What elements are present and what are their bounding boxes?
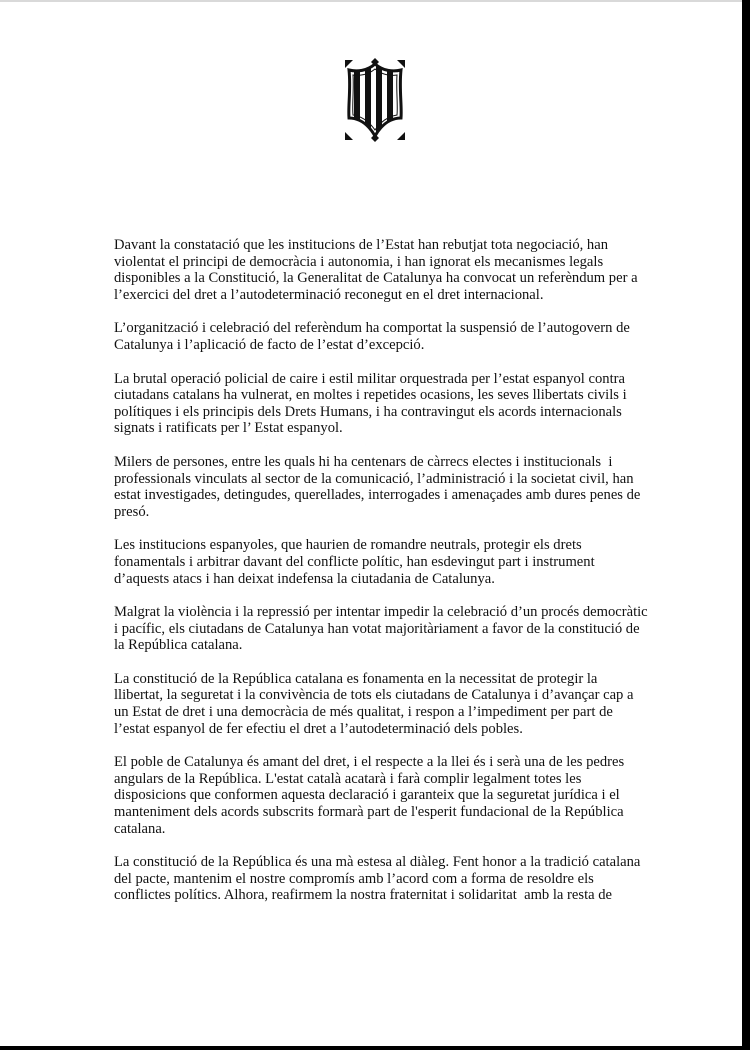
text-line: del pacte, mantenim el nostre compromís amb l’acord com a forma de resoldre els [114,870,594,887]
text-line: La constitució de la República catalana es fonamenta en la necessitat de protegir la [114,670,598,687]
text-line: l’estat espanyol de fer efectiu el dret a l’autodeterminació dels pobles. [114,720,523,737]
text-line: violentat el principi de democràcia i autonomia, i han ignorat els mecanismes legals [114,253,604,270]
text-line: la República catalana. [114,637,243,654]
text-line: estat investigades, detingudes, querellades, interrogades i amenaçades amb dures penes de [114,487,641,504]
text-line: L’organització i celebració del referèndum ha comportat la suspensió de l’autogovern de [114,320,630,337]
paragraph [114,671,659,737]
catalan-coat-of-arms-icon [343,58,407,142]
text-line: presó. [114,503,150,520]
paragraph [114,754,659,837]
paragraph [114,604,659,654]
text-line: Catalunya i l’aplicació de facto de l’estat d’excepció. [114,336,425,353]
paragraph [114,854,659,904]
text-line: La brutal operació policial de caire i estil militar orquestrada per l’estat espanyol contra [114,370,625,387]
text-line: ciutadans catalans ha vulnerat, en moltes i repetides ocasions, les seves llibertats civils i [114,387,627,404]
text-line: Malgrat la violència i la repressió per intentar impedir la celebració d’un procés democràtic [114,604,648,621]
text-line: La constitució de la República és una mà estesa al diàleg. Fent honor a la tradició catalana [114,854,641,871]
text-line: d’aquests atacs i han deixat indefensa la ciutadania de Catalunya. [114,570,495,587]
text-line: disponibles a la Constitució, la Generalitat de Catalunya ha convocat un referèndum per a [114,270,638,287]
text-line: angulars de la República. L'estat català acatarà i farà complir legalment totes les [114,770,582,787]
paragraph [114,320,659,353]
text-line: professionals vinculats al sector de la comunicació, l’administració i la societat civil, han [114,470,634,487]
text-line: signats i ratificats per l’ Estat espanyol. [114,420,343,437]
text-line: i pacífic, els ciutadans de Catalunya han votat majoritàriament a favor de la constitució de [114,620,640,637]
paragraph [114,371,659,437]
text-line: Les institucions espanyoles, que haurien de romandre neutrals, protegir els drets [114,537,582,554]
text-line: un Estat de dret i una democràcia de més qualitat, i respon a l’impediment per part de [114,704,613,721]
text-line: l’exercici del dret a l’autodeterminació reconegut en el dret internacional. [114,286,544,303]
declaration-text [114,237,659,921]
text-line: Milers de persones, entre les quals hi ha centenars de càrrecs electes i institucionals i [114,453,613,470]
top-edge [0,0,742,2]
text-line: disposicions que conformen aquesta declaració i garanteix que la seguretat jurídica i el [114,787,620,804]
paragraph [114,454,659,520]
paragraph [114,237,659,303]
text-line: fonamentals i arbitrar davant del conflicte polític, han esdevingut part i instrument [114,553,595,570]
text-line: Davant la constatació que les institucions de l’Estat han rebutjat tota negociació, han [114,237,608,253]
text-line: llibertat, la seguretat i la convivència de tots els ciutadans de Catalunya i d’avançar cap a [114,687,634,704]
text-line: conflictes polítics. Alhora, reafirmem la nostra fraternitat i solidaritat amb la resta de [114,887,613,904]
text-line: El poble de Catalunya és amant del dret, i el respecte a la llei és i serà una de les pedres [114,754,625,771]
text-line: manteniment dels acords subscrits formarà part de l'esperit fundacional de la República [114,804,624,821]
text-line: catalana. [114,820,166,837]
text-line: polítiques i els principis dels Drets Humans, i ha contravingut els acords internacionals [114,403,622,420]
paragraph [114,537,659,587]
